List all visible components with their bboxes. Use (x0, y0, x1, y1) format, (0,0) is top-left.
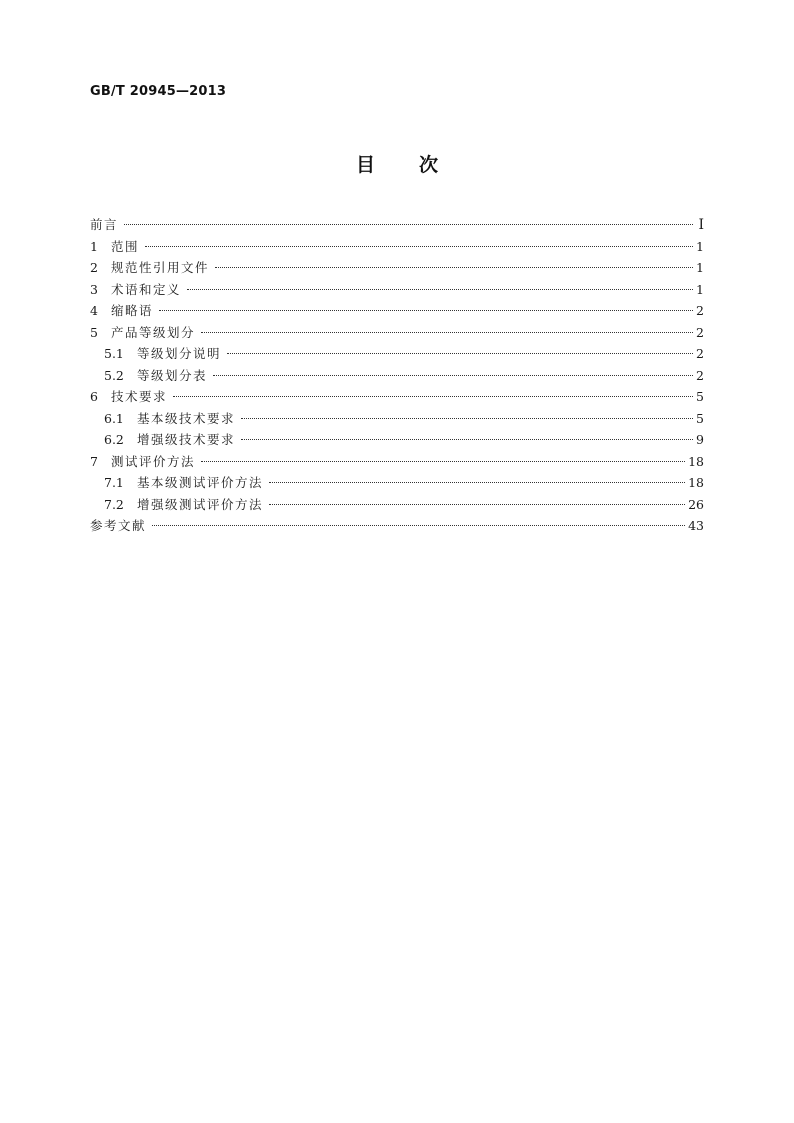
toc-entry-4[interactable] (90, 300, 704, 322)
toc-label: 增强级测试评价方法 (137, 496, 264, 512)
toc-entry-7[interactable] (90, 451, 704, 473)
toc-label: 技术要求 (111, 389, 168, 404)
toc-number: 7 (90, 453, 98, 469)
toc-label: 缩略语 (111, 303, 154, 318)
toc-page-number: 2 (696, 324, 704, 340)
page-title (0, 150, 794, 177)
dot-leader (269, 504, 685, 505)
toc-number: 6.1 (104, 410, 124, 426)
toc-entry-foreword[interactable] (90, 214, 704, 236)
toc-number: 7.2 (104, 496, 124, 512)
toc-page-number: 18 (688, 475, 704, 490)
dot-leader (124, 224, 693, 225)
toc-page-number: 5 (696, 410, 704, 426)
dot-leader (201, 461, 685, 462)
toc-label: 参考文献 (90, 518, 147, 533)
toc-entry-5-1[interactable] (90, 343, 704, 365)
toc-number: 7.1 (104, 475, 124, 490)
toc-entry-7-2[interactable] (90, 494, 704, 516)
dot-leader (241, 418, 693, 419)
toc-number: 3 (90, 281, 98, 297)
toc-entry-6-1[interactable] (90, 408, 704, 430)
toc-entry-2[interactable] (90, 257, 704, 279)
dot-leader (241, 439, 693, 440)
toc-label: 增强级技术要求 (137, 432, 236, 447)
toc-entry-5-2[interactable] (90, 365, 704, 387)
toc-number: 5.1 (104, 346, 124, 361)
dot-leader (187, 289, 693, 290)
toc-page-number: 2 (696, 367, 704, 383)
toc-number: 2 (90, 260, 98, 275)
toc-label: 基本级测试评价方法 (137, 475, 264, 490)
dot-leader (213, 375, 693, 376)
dot-leader (173, 396, 693, 397)
toc-number: 6 (90, 389, 98, 404)
toc-page-number: 5 (696, 389, 704, 404)
toc-number: 5.2 (104, 367, 124, 383)
toc-label: 基本级技术要求 (137, 410, 236, 426)
dot-leader (145, 246, 693, 247)
toc-page-number: 9 (696, 432, 704, 447)
toc-label: 产品等级划分 (111, 324, 196, 340)
toc-page-number: I (698, 217, 704, 233)
toc-label: 规范性引用文件 (111, 260, 210, 275)
toc-page-number: 2 (696, 303, 704, 318)
toc-label: 等级划分说明 (137, 346, 222, 361)
toc-number: 6.2 (104, 432, 124, 447)
dot-leader (215, 267, 693, 268)
toc-entry-1[interactable] (90, 236, 704, 258)
toc-label: 范围 (111, 238, 140, 254)
toc-page-number: 18 (688, 453, 704, 469)
toc-entry-7-1[interactable] (90, 472, 704, 494)
toc-page-number: 26 (688, 496, 704, 512)
toc-number: 1 (90, 238, 98, 254)
toc-page-number: 1 (696, 260, 704, 275)
dot-leader (227, 353, 693, 354)
toc-entry-references[interactable] (90, 515, 704, 537)
toc-label: 测试评价方法 (111, 453, 196, 469)
toc-label: 前言 (90, 217, 119, 232)
title-char-1: 目 (355, 154, 375, 176)
dot-leader (269, 482, 685, 483)
toc-label: 等级划分表 (137, 367, 208, 383)
table-of-contents (90, 214, 704, 537)
toc-page-number: 43 (688, 518, 704, 533)
standard-code: GB/T 20945—2013 (90, 84, 227, 99)
toc-entry-5[interactable] (90, 322, 704, 344)
dot-leader (159, 310, 693, 311)
toc-number: 5 (90, 324, 98, 340)
toc-number: 4 (90, 303, 98, 318)
title-char-2: 次 (419, 154, 439, 176)
toc-label: 术语和定义 (111, 281, 182, 297)
toc-entry-6[interactable] (90, 386, 704, 408)
toc-entry-3[interactable] (90, 279, 704, 301)
toc-page-number: 2 (696, 346, 704, 361)
toc-page-number: 1 (696, 238, 704, 254)
dot-leader (201, 332, 693, 333)
dot-leader (152, 525, 685, 526)
toc-page-number: 1 (696, 281, 704, 297)
toc-entry-6-2[interactable] (90, 429, 704, 451)
